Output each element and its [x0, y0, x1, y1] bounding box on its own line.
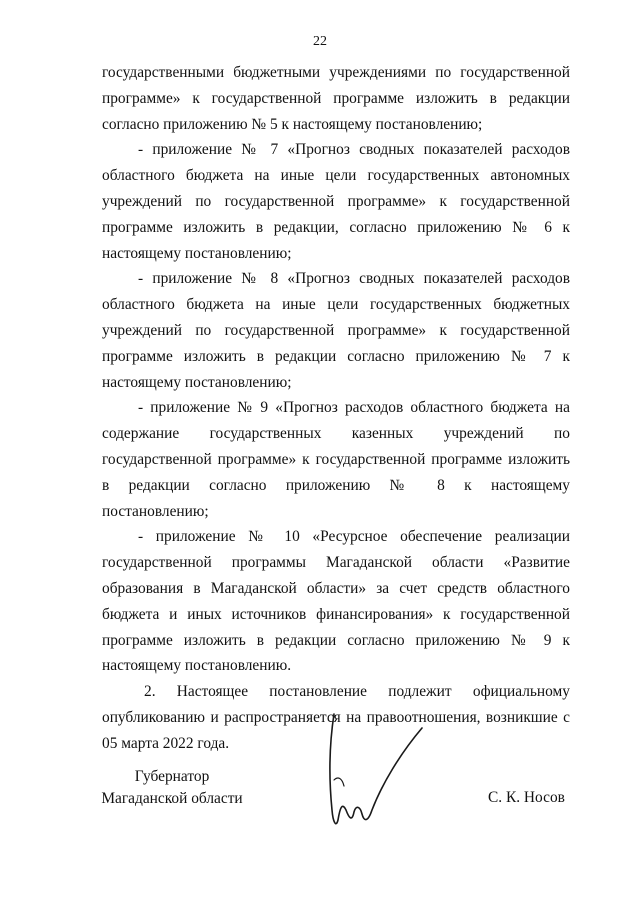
document-body [102, 60, 570, 757]
paragraph-appendix-9: - приложение № 9 «Прогноз расходов областного бюджета на содержание государственных казенных учреждений по государственной программе» к государственной программе изложить в редакции согласно приложению № 8 к настоящему постановлению; [102, 399, 570, 520]
signer-name: С. К. Носов [488, 789, 565, 806]
paragraph-appendix-7: - приложение № 7 «Прогноз сводных показателей расходов областного бюджета на иные цели государственных автономных учреждений по государственной программе» к государственной программе изложить в редакции, согласно приложению № 6 к настоящему постановлению; [102, 141, 570, 262]
paragraph-appendix-8: - приложение № 8 «Прогноз сводных показателей расходов областного бюджета на иные цели государственных бюджетных учреждений по государственной программе» к государственной программе изложить в редакции согласно приложению № 7 к настоящему постановлению; [102, 270, 570, 391]
signer-position-line1: Губернатор [134, 768, 210, 785]
paragraph-item-2: 2. Настоящее постановление подлежит официальному опубликованию и распространяется на правоотношения, возникшие с 05 марта 2022 года. [102, 683, 570, 752]
signer-position-line2: Магаданской области [101, 790, 243, 807]
signature-block [0, 710, 640, 850]
signer-position [92, 766, 252, 810]
paragraph-appendix-10: - приложение № 10 «Ресурсное обеспечение реализации государственной программы Магаданской области «Развитие образования в Магаданской области» за счет средств областного бюджета и иных источников финансирования» к государственной программе изложить в редакции согласно приложению № 9 к настоящему постановлению. [102, 528, 570, 675]
handwritten-signature [316, 710, 436, 835]
paragraph-continuation: государственными бюджетными учреждениями по государственной программе» к государственной программе изложить в редакции согласно приложению № 5 к настоящему постановлению; [102, 64, 570, 133]
page-number: 22 [313, 34, 327, 49]
